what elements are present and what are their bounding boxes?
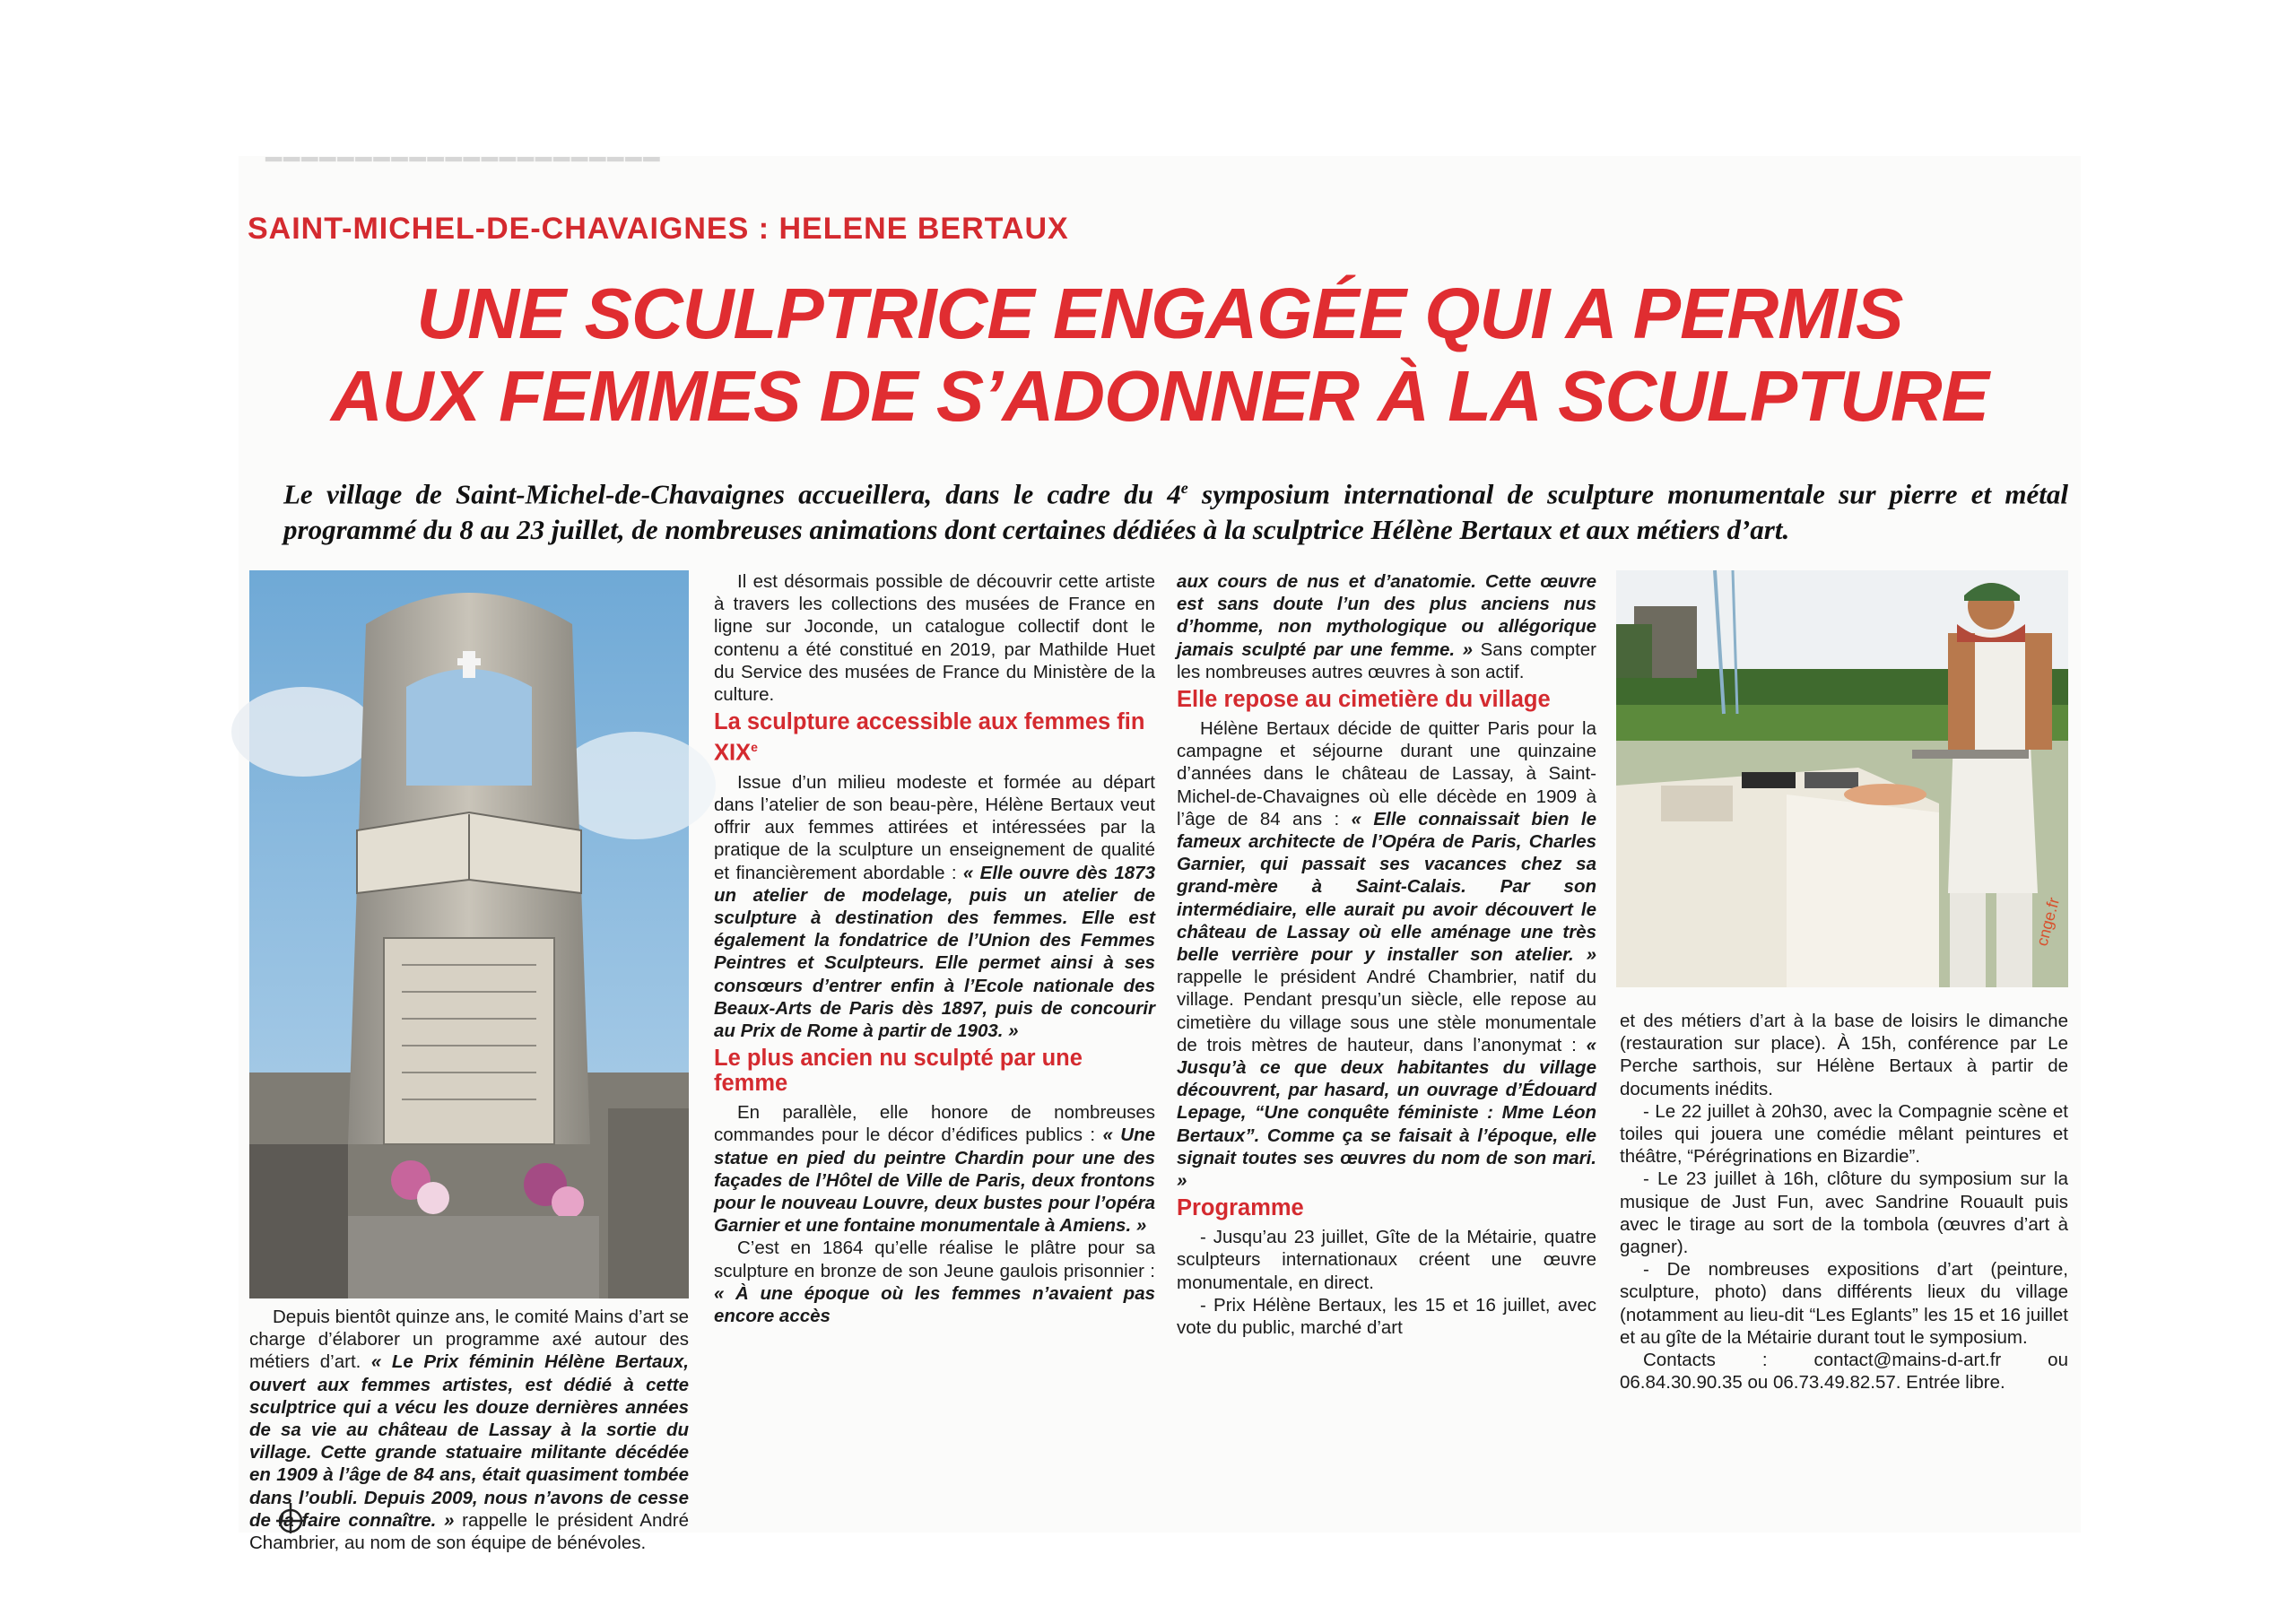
col4-paragraph-3: - Le 23 juillet à 16h, clôture du symposium sur la musique de Just Fun, avec Sandrine Rouault puis avec le tirage au sort de la tombola (œuvres d’art à gagner). — [1620, 1168, 2068, 1258]
headline-line-1: UNE SCULPTRICE ENGAGÉE QUI A PERMIS — [416, 274, 1903, 353]
standfirst — [283, 470, 2068, 548]
col4-paragraph-contacts: Contacts : contact@mains-d-art.fr ou 06.84.30.90.35 ou 06.73.49.82.57. Entrée libre. — [1620, 1350, 2068, 1394]
col3-p1-quote: aux cours de nus et d’anatomie. Cette œuvre est sans doute l’un des plus anciens nus d’homme, non mythologique ou allégorique jamais sculpté par une femme. » — [1177, 571, 1596, 660]
standfirst-text-b: symposium international de sculpture monumentale sur pierre et métal programmé du 8 au 23 juillet, de nombreuses animations dont certaines dédiées à la sculptrice Hélène Bertaux et aux métiers d’art. — [283, 478, 2068, 546]
col1-paragraph — [249, 1306, 689, 1554]
subhead-plus-ancien-nu: Le plus ancien nu sculpté par une femme — [714, 1046, 1083, 1097]
standfirst-ordinal: e — [1180, 479, 1188, 497]
col3-p2-quote: « Elle connaissait bien le fameux architecte de l’Opéra de Paris, Charles Garnier, qui passait ses vacances chez sa grand-mère à Saint-Calais. Par son intermédiaire, elle aurait pu avoir découvert le château de Lassay où elle aménage une très belle verrière pour y installer son atelier. » — [1177, 808, 1596, 966]
column-4 — [1620, 1010, 2068, 1394]
col2-p2-quote: « Elle ouvre dès 1873 un atelier de modelage, puis un atelier de sculpture à destination des femmes. Elle est également la fondatrice de l’Union des Femmes Peintres et Sculpteurs. Elle permet ainsi à ses consœurs d’entrer enfin à l’Ecole nationale des Beaux-Arts de Paris dès 1897, puis de concourir au Prix de Rome à partir de 1903. » — [714, 862, 1155, 1041]
col2-p3-text: En parallèle, elle honore de nombreuses commandes pour le décor d’édifices publics : — [714, 1102, 1155, 1146]
subhead-programme: Programme — [1177, 1195, 1304, 1221]
col3-p2-text-b: rappelle le président André Chambrier, natif du village. Pendant presqu’un siècle, elle repose au cimetière du village sous une stèle monumentale de trois mètres de hauteur, dans l’anonymat : — [1177, 967, 1596, 1055]
col1-text-end: rappelle le président André Chambrier, au nom de son équipe de bénévoles. — [249, 1509, 689, 1554]
col3-p2-text: Hélène Bertaux décide de quitter Paris pour la campagne et séjourne durant une quinzaine d’années dans le château de Lassay, à Saint-Michel-de-Chavaignes où elle décède en 1909 à l’âge de 84 ans : — [1177, 718, 1596, 829]
col3-paragraph-4: - Prix Hélène Bertaux, les 15 et 16 juillet, avec vote du public, marché d’art — [1177, 1294, 1596, 1339]
subhead-1-text: La sculpture accessible aux femmes fin XIX — [714, 709, 1145, 766]
standfirst-text-a: Le village de Saint-Michel-de-Chavaignes accueillera, dans le cadre du 4 — [283, 478, 1181, 510]
col4-paragraph-2: - Le 22 juillet à 20h30, avec la Compagnie scène et toiles qui jouera une comédie mêlant peintures et théâtre, “Pérégrinations en Bizardie”. — [1620, 1100, 2068, 1168]
subhead-1-ordinal: e — [751, 740, 758, 755]
subhead-sculpture-accessible — [714, 709, 1155, 766]
col1-quote: « Le Prix féminin Hélène Bertaux, ouvert aux femmes artistes, est dédié à cette sculptrice qui a vécu les douze dernières années de sa vie au château de Lassay à la sortie du village. Cette grande statuaire militante décédée en 1909 à l’âge de 84 ans, était quasiment tombée dans l’oubli. Depuis 2009, nous n’avons de cesse de la faire connaître. » — [249, 1351, 689, 1531]
col1-text: Depuis bientôt quinze ans, le comité Mains d’art se charge d’élaborer un programme axé autour des métiers d’art. — [249, 1307, 689, 1373]
sculptor-image — [1616, 570, 2068, 987]
col2-paragraph-2 — [714, 771, 1155, 1042]
col3-p1-text: Sans compter les nombreuses autres œuvres à son actif. — [1177, 638, 1596, 682]
monument-photo — [249, 570, 689, 1298]
column-3 — [1177, 570, 1596, 1339]
headline — [239, 273, 2081, 438]
subhead-cimetiere: Elle repose au cimetière du village — [1177, 687, 1551, 713]
registration-mark-icon — [274, 1501, 307, 1533]
sculptor-photo — [1616, 570, 2068, 987]
col2-paragraph-1: Il est désormais possible de découvrir cette artiste à travers les collections des musées de France en ligne sur Joconde, un catalogue collectif dont le contenu a été constitué en 2019, par Mathilde Huet du Service des musées de France du Ministère de la culture. — [714, 571, 1155, 706]
kicker: SAINT-MICHEL-DE-CHAVAIGNES : HELENE BERTAUX — [248, 212, 1069, 246]
col3-p2-quote-2: « Jusqu’à ce que deux habitantes du village découvrent, par hasard, un ouvrage d’Édouard Lepage, “Une conquête féministe : Mme Léon Bertaux”. Comme ça se faisait à l’époque, elle signait toutes ses œuvres du nom de son mari. » — [1177, 1034, 1596, 1192]
col3-paragraph-3: - Jusqu’au 23 juillet, Gîte de la Métairie, quatre sculpteurs internationaux créent une œuvre monumentale, en direct. — [1177, 1227, 1596, 1293]
bleed-through-text: ━━━━━━━━━━━━━━━━━━━━━━ — [265, 144, 662, 176]
photo-watermark: cnge.fr — [2032, 895, 2064, 949]
col4-paragraph-1: et des métiers d’art à la base de loisirs le dimanche (restauration sur place). À 15h, conférence par Le Perche sarthois, sur Hélène Bertaux à partir de documents inédits. — [1620, 1011, 2068, 1099]
monument-image — [249, 570, 689, 1298]
col2-p4-text: C’est en 1864 qu’elle réalise le plâtre pour sa sculpture en bronze de son Jeune gaulois prisonnier : — [714, 1238, 1155, 1281]
column-2 — [714, 570, 1155, 1327]
col2-p4-quote: « À une époque où les femmes n’avaient pas encore accès — [714, 1282, 1155, 1326]
newspaper-clipping — [239, 144, 2081, 1554]
col2-p3-quote: « Une statue en pied du peintre Chardin pour une des façades de l’Hôtel de Ville de Paris, deux frontons pour le nouveau Louvre, deux bustes pour l’opéra Garnier et une fontaine monumentale à Amiens. » — [714, 1125, 1156, 1237]
col2-paragraph-4 — [714, 1237, 1155, 1327]
column-1 — [249, 1306, 689, 1554]
col4-paragraph-4: - De nombreuses expositions d’art (peinture, sculpture, photo) dans différents lieux du village (notamment au lieu-dit “Les Eglants” les 15 et 16 juillet et au gîte de la Métairie durant tout le symposium. — [1620, 1259, 2068, 1348]
col2-paragraph-3 — [714, 1101, 1155, 1237]
col3-paragraph-2 — [1177, 717, 1596, 1192]
headline-line-2: AUX FEMMES DE S’ADONNER À LA SCULPTURE — [330, 356, 1988, 436]
col2-p2-text: Issue d’un milieu modeste et formée au départ dans l’atelier de son beau-père, Hélène Bertaux veut offrir aux femmes attirées et intéressées par la pratique de la sculpture un enseignement de qualité et financièrement abordable : — [714, 771, 1155, 883]
col3-paragraph-1 — [1177, 570, 1596, 683]
